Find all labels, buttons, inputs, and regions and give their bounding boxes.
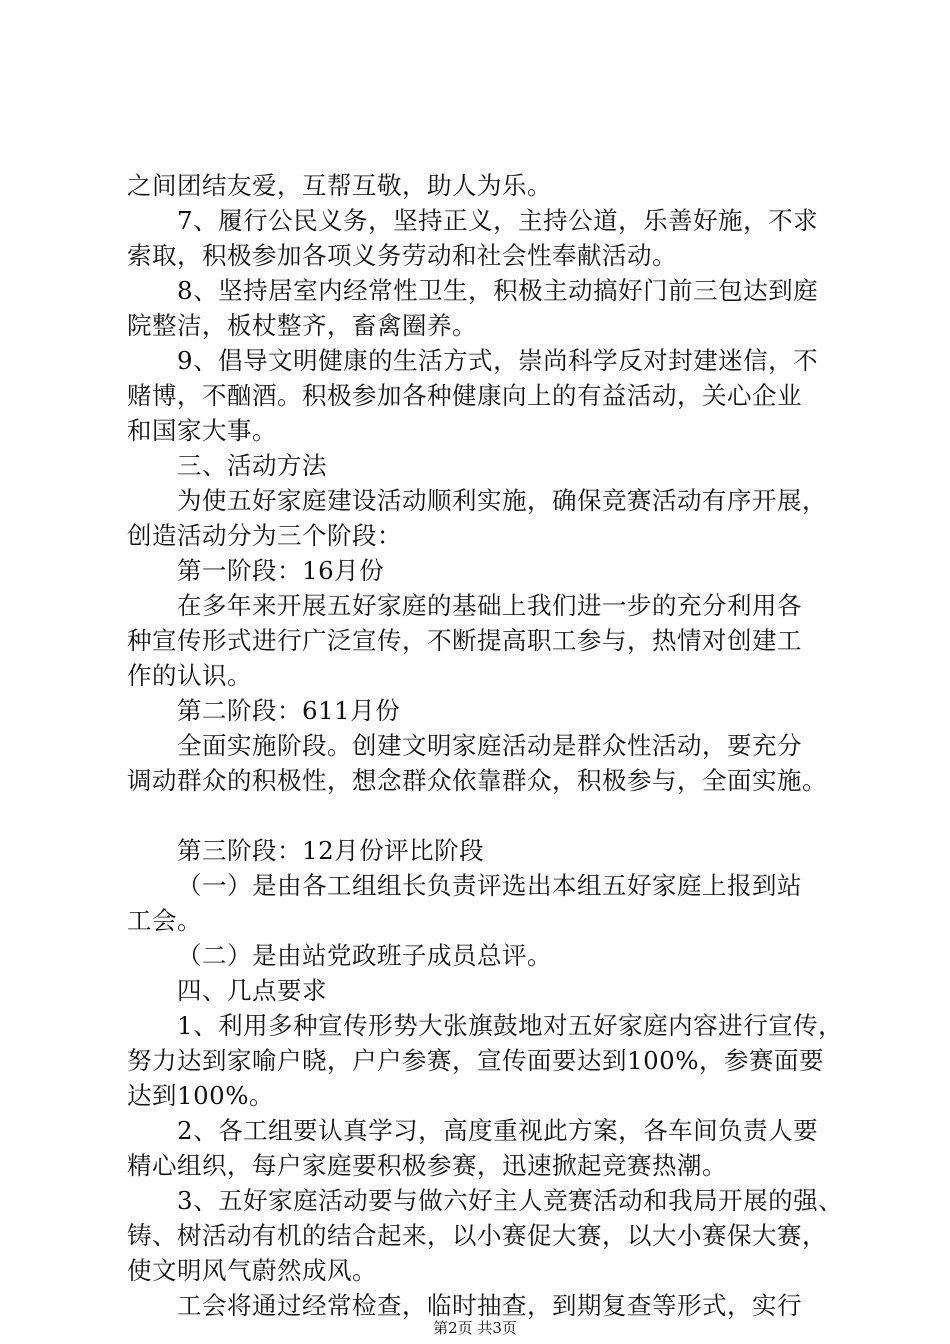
- text-line-24: 1、利用多种宣传形势大张旗鼓地对五好家庭内容进行宣传，: [177, 1011, 844, 1040]
- text-line-29: 3、五好家庭活动要与做六好主人竞赛活动和我局开展的强、: [177, 1186, 844, 1215]
- stage-three-heading: 第三阶段：12月份评比阶段: [177, 836, 485, 865]
- text-line-7: 赌博，不酗酒。积极参加各种健康向上的有益活动，关心企业: [127, 381, 802, 410]
- text-line-21: 工会。: [127, 906, 202, 935]
- text-line-27: 2、各工组要认真学习，高度重视此方案，各车间负责人要: [177, 1116, 819, 1145]
- section-heading-methods: 三、活动方法: [177, 451, 327, 480]
- section-heading-requirements: 四、几点要求: [177, 976, 327, 1005]
- text-line-14: 种宣传形式进行广泛宣传，不断提高职工参与，热情对创建工: [127, 626, 802, 655]
- text-line-20: （一）是由各工组组长负责评选出本组五好家庭上报到站: [177, 871, 802, 900]
- page-number-footer: 第2页 共3页: [433, 1319, 517, 1337]
- text-line-13: 在多年来开展五好家庭的基础上我们进一步的充分利用各: [177, 591, 802, 620]
- stage-two-heading: 第二阶段：611月份: [177, 696, 401, 725]
- text-line-2: 7、履行公民义务，坚持正义，主持公道，乐善好施，不求: [177, 206, 819, 235]
- text-line-18: 调动群众的积极性，想念群众依靠群众，积极参与，全面实施。: [127, 766, 827, 795]
- text-line-3: 索取，积极参加各项义务劳动和社会性奉献活动。: [127, 241, 677, 270]
- text-line-28: 精心组织，每户家庭要积极参赛，迅速掀起竞赛热潮。: [127, 1151, 727, 1180]
- text-line-6: 9、倡导文明健康的生活方式，崇尚科学反对封建迷信，不: [177, 346, 819, 375]
- text-line-5: 院整洁，板杖整齐，畜禽圈养。: [127, 311, 477, 340]
- stage-one-heading: 第一阶段：16月份: [177, 556, 385, 585]
- text-line-8: 和国家大事。: [127, 416, 277, 445]
- text-line-4: 8、坚持居室内经常性卫生，积极主动搞好门前三包达到庭: [177, 276, 819, 305]
- text-line-26: 达到100%。: [127, 1081, 275, 1110]
- text-line-17: 全面实施阶段。创建文明家庭活动是群众性活动，要充分: [177, 731, 802, 760]
- text-line-10: 为使五好家庭建设活动顺利实施，确保竞赛活动有序开展，: [177, 486, 827, 515]
- text-line-30: 铸、树活动有机的结合起来，以小赛促大赛，以大小赛保大赛，: [127, 1221, 827, 1250]
- text-line-15: 作的认识。: [127, 661, 252, 690]
- text-line-32: 工会将通过经常检查，临时抽查，到期复查等形式，实行: [177, 1291, 802, 1320]
- text-line-11: 创造活动分为三个阶段：: [127, 521, 402, 550]
- text-line-22: （二）是由站党政班子成员总评。: [177, 941, 552, 970]
- text-line-25: 努力达到家喻户晓，户户参赛，宣传面要达到100%，参赛面要: [127, 1046, 825, 1075]
- text-line-1: 之间团结友爱，互帮互敬，助人为乐。: [127, 171, 552, 200]
- text-line-31: 使文明风气蔚然成风。: [127, 1256, 377, 1285]
